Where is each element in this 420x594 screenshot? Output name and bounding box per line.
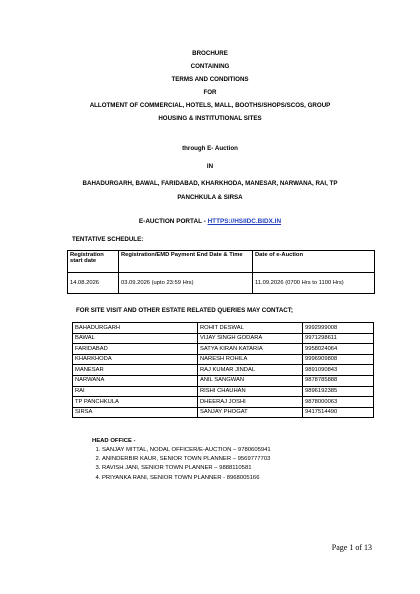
table-cell: 9992999008 [303, 323, 374, 334]
table-row [68, 273, 375, 294]
header-cell: Date of e-Auction [253, 251, 375, 273]
table-cell: RAJ KUMAR JINDAL [198, 365, 303, 376]
schedule-heading: TENTATIVE SCHEDULE: [72, 236, 144, 243]
header-cell: Registration start date [68, 251, 119, 273]
table-cell: 9417514490 [303, 407, 374, 418]
locations-line: BAHADURGARH, BAWAL, FARIDABAD, KHARKHODA, MANESAR, NARWANA, RAI, TP [82, 180, 338, 187]
title-line: TERMS AND CONDITIONS [171, 76, 249, 83]
head-office-list [92, 446, 271, 483]
table-row [73, 344, 374, 355]
title-line: FOR [203, 89, 217, 96]
table-cell: NARWANA [73, 375, 198, 386]
table-cell: BAWAL [73, 333, 198, 344]
table-cell: ANIL SANGWAN [198, 375, 303, 386]
table-cell: 9878785888 [303, 375, 374, 386]
table-cell: 9996909808 [303, 354, 374, 365]
table-cell: TP PANCHKULA [73, 397, 198, 408]
table-cell: 9958024064 [303, 344, 374, 355]
title-line: HOUSING & INSTITUTIONAL SITES [158, 115, 262, 122]
table-row [73, 323, 374, 334]
locations-block [0, 180, 420, 202]
table-row [73, 407, 374, 418]
table-cell: 03.09.2026 (upto 23:59 Hrs) [119, 273, 253, 294]
table-cell: MANESAR [73, 365, 198, 376]
in-text: IN [206, 163, 214, 170]
table-cell: 11.09.2026 (0700 Hrs to 1100 Hrs) [253, 273, 375, 294]
table-row [73, 375, 374, 386]
contacts-table [72, 322, 374, 418]
table-cell: RISHI CHAUHAN [198, 386, 303, 397]
table-cell: 9878000063 [303, 397, 374, 408]
table-cell: 14.08.2026 [68, 273, 119, 294]
table-row [73, 365, 374, 376]
table-cell: ROHIT DESWAL [198, 323, 303, 334]
header-cell: Registration/EMD Payment End Date & Time [119, 251, 253, 273]
title-block [0, 50, 420, 123]
title-line: BROCHURE [192, 50, 228, 57]
table-row [73, 354, 374, 365]
table-header-row [68, 251, 375, 273]
table-row [73, 397, 374, 408]
title-line: CONTAINING [190, 63, 230, 70]
table-cell: DHEERAJ JOSHI [198, 397, 303, 408]
table-cell: 9971298611 [303, 333, 374, 344]
list-item: 4. PRIYANKA RANI, SENIOR TOWN PLANNER - 8968005166 [102, 474, 271, 483]
list-item: 2. ANINDERBIR KAUR, SENIOR TOWN PLANNER – 9569777703 [102, 455, 271, 464]
table-cell: RAI [73, 386, 198, 397]
table-cell: SATYA KIRAN KATARIA [198, 344, 303, 355]
locations-line: PANCHKULA & SIRSA [177, 194, 243, 201]
table-cell: NARESH ROHILA [198, 354, 303, 365]
table-row [73, 386, 374, 397]
table-cell: KHARKHODA [73, 354, 198, 365]
head-office-block [92, 438, 271, 483]
table-cell: BAHADURGARH [73, 323, 198, 334]
contacts-heading: FOR SITE VISIT AND OTHER ESTATE RELATED QUERIES MAY CONTACT; [76, 307, 293, 314]
table-cell: SIRSA [73, 407, 198, 418]
table-cell: VIJAY SINGH GODARA [198, 333, 303, 344]
through-text: through E- Auction [182, 145, 238, 152]
title-line: ALLOTMENT OF COMMERCIAL, HOTELS, MALL, BOOTHS/SHOPS/SCOS, GROUP [89, 102, 331, 109]
portal-line [0, 218, 420, 225]
portal-link[interactable]: HTTPS://HSIIDC.BIDX.IN [207, 218, 282, 225]
list-item: 3. RAVISH JANI, SENIOR TOWN PLANNER – 9888110581 [102, 464, 271, 473]
schedule-table [67, 250, 375, 294]
page-number: Page 1 of 13 [331, 543, 372, 552]
table-cell: 9891090843 [303, 365, 374, 376]
table-cell: SANJAY PHOGAT [198, 407, 303, 418]
table-cell: 9896192385 [303, 386, 374, 397]
table-cell: FARIDABAD [73, 344, 198, 355]
portal-label: E-AUCTION PORTAL - [138, 218, 208, 225]
table-row [73, 333, 374, 344]
list-item: 1. SANJAY MITTAL, NODAL OFFICER/E-AUCTION – 9780605941 [102, 446, 271, 455]
head-office-heading: HEAD OFFICE - [92, 438, 136, 444]
